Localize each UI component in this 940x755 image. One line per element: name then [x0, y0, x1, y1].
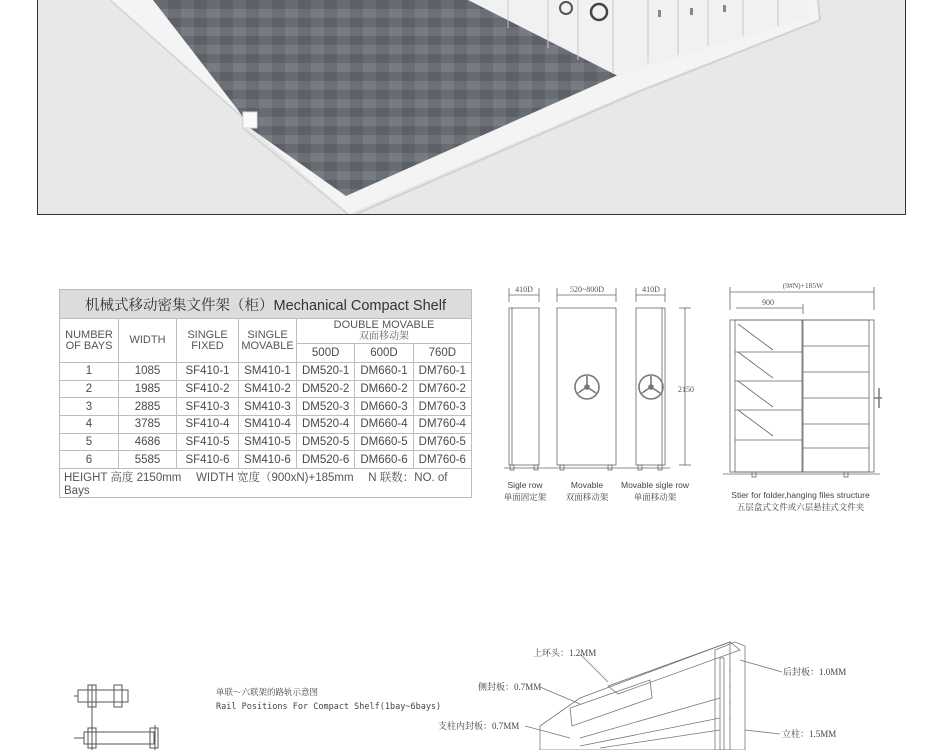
dim-label: 410D [515, 285, 533, 294]
part-label: 侧封板：0.7MM [478, 682, 542, 692]
side-handle-icon [874, 388, 882, 408]
dim-total-label: (9#N)+185W [782, 281, 824, 290]
table-footer: HEIGHT 高度 2150mm WIDTH 宽度（900xN)+185mm N 联数：NO. of Bays [60, 469, 472, 498]
col-header-width: WIDTH [119, 319, 177, 363]
elevation-diagram [500, 280, 705, 510]
table-row: 1 1085 SF410-1 SM410-1 DM520-1 DM660-1 DM760-1 [60, 363, 472, 381]
table-title: 机械式移动密集文件架（柜）Mechanical Compact Shelf [60, 290, 472, 319]
handwheel-icon [575, 375, 599, 399]
part-label: 立柱：1.5MM [782, 729, 837, 739]
col-header-depth: 500D [297, 344, 355, 363]
product-render-image [37, 0, 906, 215]
part-label: 支柱内封板：0.7MM [438, 721, 520, 731]
front-view-caption: Stier for folder,hanging files structure 五层盒式文件或六层悬挂式文件夹 [731, 490, 870, 512]
spec-table [59, 289, 472, 498]
col-header-double-movable: DOUBLE MOVABLE 双面移动架 [297, 319, 472, 344]
col-header-depth: 760D [413, 344, 471, 363]
front-view-diagram [718, 280, 883, 520]
table-row: 6 5585 SF410-6 SM410-6 DM520-6 DM660-6 DM760-6 [60, 451, 472, 469]
caption-movable: Movable 双面移动架 [565, 480, 609, 502]
table-row: 4 3785 SF410-4 SM410-4 DM520-4 DM660-4 DM760-4 [60, 415, 472, 433]
table-row: 5 4686 SF410-5 SM410-5 DM520-5 DM660-5 DM760-5 [60, 433, 472, 451]
dim-label: 410D [642, 285, 660, 294]
dim-bay-label: 900 [762, 298, 774, 307]
table-row: 2 1985 SF410-2 SM410-2 DM520-2 DM660-2 DM760-2 [60, 380, 472, 398]
rail-diagram [70, 680, 170, 750]
caption-sigle-row: Sigle row 单面固定架 [503, 480, 547, 502]
exploded-shelf-diagram [430, 638, 870, 750]
part-label: 后封板：1.0MM [783, 667, 847, 677]
col-header-single-fixed: SINGLE FIXED [177, 319, 239, 363]
table-row: 3 2885 SF410-3 SM410-3 DM520-3 DM660-3 DM760-3 [60, 398, 472, 416]
col-header-single-movable: SINGLE MOVABLE [239, 319, 297, 363]
part-label: 上环头：1.2MM [533, 648, 597, 658]
caption-movable-sigle-row: Movable sigle row 单面移动架 [620, 480, 690, 502]
col-header-bays: NUMBER OF BAYS [60, 319, 119, 363]
dim-label: 520~800D [569, 285, 605, 294]
height-dim-label: 2150 [678, 385, 694, 394]
handwheel-icon [639, 375, 663, 399]
col-header-depth: 600D [355, 344, 413, 363]
rail-caption: 单联～六联架的路轨示意图 Rail Positions For Compact Shelf(1bay~6bays) [216, 688, 442, 712]
